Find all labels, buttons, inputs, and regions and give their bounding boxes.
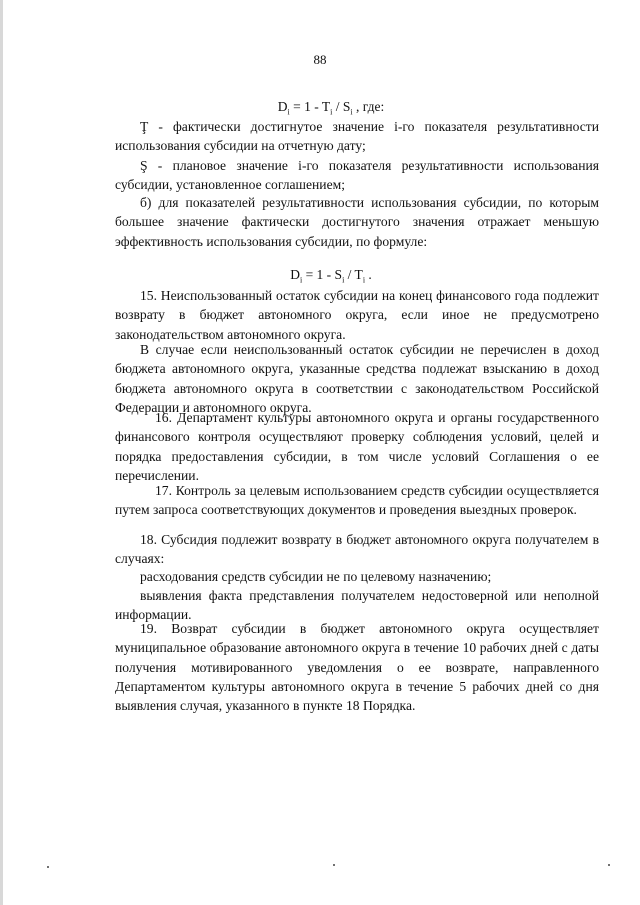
formula-expression: = 1 - S xyxy=(302,267,343,282)
formula-subscript: i xyxy=(350,107,353,117)
scan-speck xyxy=(608,864,610,866)
paragraph-case-false-info: выявления факта представления получателем недостоверной или неполной информации. xyxy=(115,588,599,623)
paragraph-item-15: 15. Неиспользованный остаток субсидии на конец финансового года подлежит возврату в бюджет автономного округа, если иное не предусмотрено законодательством автономного округа. xyxy=(115,288,599,342)
paragraph-t-definition: Ţ - фактически достигнутое значение i-го показателя результативности использования субсидии на отчетную дату; xyxy=(115,119,599,154)
formula-subscript: i xyxy=(287,107,290,117)
paragraph-item-17: 17. Контроль за целевым использованием средств субсидии осуществляется путем запроса соответствующих документов и проведения выездных проверок. xyxy=(115,483,599,518)
paragraph-unused-balance: В случае если неиспользованный остаток субсидии не перечислен в доход бюджета автономного округа, указанные средства подлежат взысканию в доход бюджета автономного округа в соответствии с законодательством Российской Федерации и автономного округа. xyxy=(115,342,599,415)
formula-expression: / T xyxy=(344,267,363,282)
formula-d-i-first xyxy=(51,99,611,117)
page-edge-shadow xyxy=(0,0,3,905)
formula-tail: , где: xyxy=(352,99,385,114)
formula-subscript: i xyxy=(362,275,366,285)
page-number: 88 xyxy=(313,52,327,67)
paragraph-case-misuse: расходования средств субсидии не по целевому назначению; xyxy=(140,569,492,584)
formula-expression: = 1 - T xyxy=(289,99,331,114)
formula-subscript: i xyxy=(342,275,345,285)
formula-d-i-second xyxy=(51,267,611,285)
paragraph-item-16: 16. Департамент культуры автономного округа и органы государственного финансового контроля осуществляют проверку соблюдения условий, целей и порядка предоставления субсидии, в том числе условий Соглашения о ее перечислении. xyxy=(115,410,599,483)
formula-expression: / S xyxy=(332,99,351,114)
paragraph-s-definition: Ş - плановое значение i-го показателя результативности использования субсидии, установленное соглашением; xyxy=(115,158,599,193)
formula-symbol: D xyxy=(277,99,288,114)
formula-symbol: D xyxy=(290,267,300,282)
scan-speck xyxy=(47,866,49,868)
paragraph-item-19: 19. Возврат субсидии в бюджет автономного округа осуществляет муниципальное образование автономного округа в течение 10 рабочих дней с даты получения мотивированного уведомления о ее возврате, направленного Департаментом культуры автономного округа в течение 5 рабочих дней со дня выявления случая, указанного в пункте 18 Порядка. xyxy=(115,621,599,714)
formula-tail: . xyxy=(365,267,372,282)
paragraph-b-formula-intro: б) для показателей результативности использования субсидии, по которым большее значение фактически достигнутого значения отражает меньшую эффективность использования субсидии, по формуле: xyxy=(115,195,599,249)
formula-subscript: i xyxy=(299,275,303,285)
paragraph-item-18: 18. Субсидия подлежит возврату в бюджет автономного округа получателем в случаях: xyxy=(115,532,599,567)
scan-speck xyxy=(333,864,335,866)
formula-subscript: i xyxy=(330,107,333,117)
